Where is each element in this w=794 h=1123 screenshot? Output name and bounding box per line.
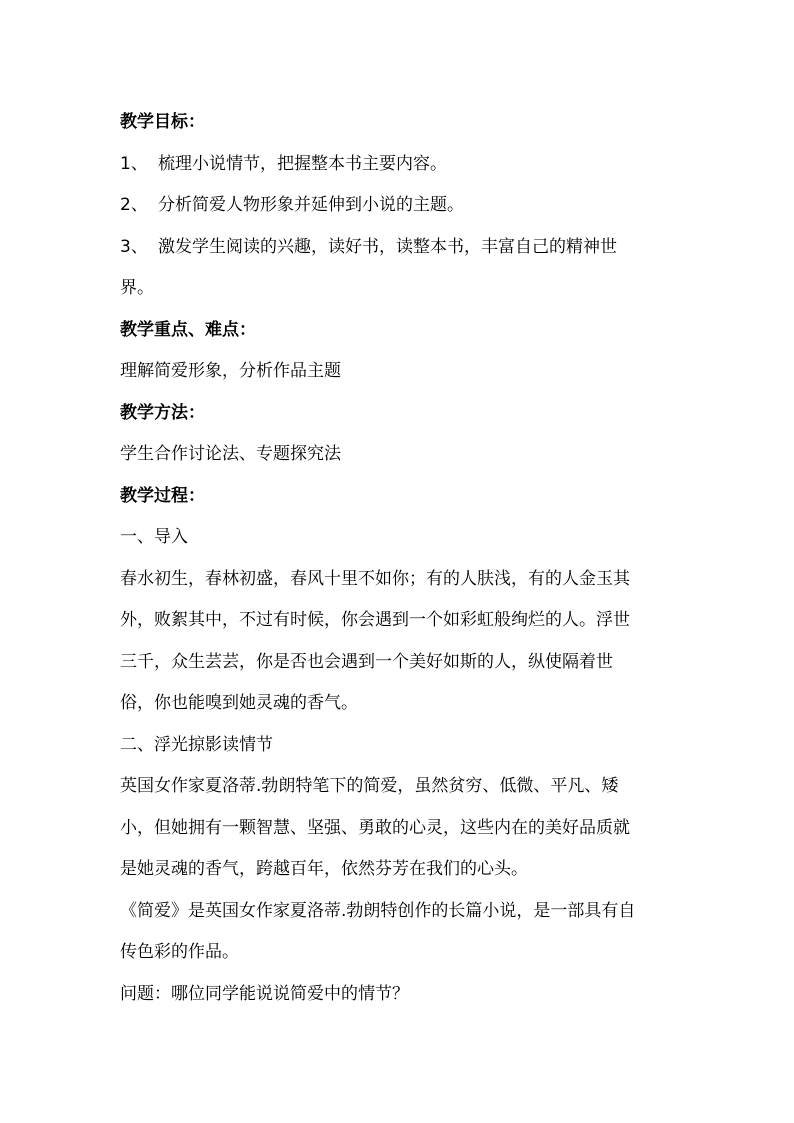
process-part2-line: 《简爱》是英国女作家夏洛蒂.勃朗特创作的长篇小说，是一部具有自 xyxy=(120,900,636,921)
process-part1-line: 春水初生，春林初盛，春风十里不如你；有的人肤浅，有的人金玉其 xyxy=(120,568,630,589)
goal-item-3 xyxy=(120,227,680,269)
process-part2-line: 传色彩的作品。 xyxy=(120,942,239,962)
key-points-heading: 教学重点、难点： xyxy=(120,319,256,340)
goal-item-text: 激发学生阅读的兴趣，读好书，读整本书，丰富自己的精神世 xyxy=(158,236,617,257)
process-part2-line: 英国女作家夏洛蒂.勃朗特笔下的简爱，虽然贫穷、低微、平凡、矮 xyxy=(120,776,619,796)
goal-item-number: 1、 xyxy=(120,153,148,174)
process-part2-question: 问题：哪位同学能说说简爱中的情节？ xyxy=(120,983,409,1004)
process-part2-line: 小，但她拥有一颗智慧、坚强、勇敢的心灵，这些内在的美好品质就 xyxy=(120,817,630,838)
process-part1-line: 三千，众生芸芸，你是否也会遇到一个美好如斯的人，纵使隔着世 xyxy=(120,651,613,672)
goal-item-3-continuation: 界。 xyxy=(120,278,154,298)
process-part1-line: 外，败絮其中，不过有时候，你会遇到一个如彩虹般绚烂的人。浮世 xyxy=(120,610,630,630)
methods-text: 学生合作讨论法、专题探究法 xyxy=(120,444,341,464)
goal-item-number: 3、 xyxy=(120,236,148,257)
goal-item-number: 2、 xyxy=(120,195,148,215)
process-part1-line: 俗，你也能嗅到她灵魂的香气。 xyxy=(120,693,358,713)
goal-item-text: 分析简爱人物形象并延伸到小说的主题。 xyxy=(158,195,464,215)
goal-item-text: 梳理小说情节，把握整本书主要内容。 xyxy=(158,153,447,174)
methods-heading: 教学方法： xyxy=(120,402,205,423)
key-points-text: 理解简爱形象，分析作品主题 xyxy=(120,361,341,381)
goal-item-2 xyxy=(120,185,680,227)
process-part2-line: 是她灵魂的香气，跨越百年，依然芬芳在我们的心头。 xyxy=(120,859,528,879)
process-part2-title: 二、浮光掠影读情节 xyxy=(120,734,273,755)
process-part1-title: 一、导入 xyxy=(120,527,188,547)
goal-item-1 xyxy=(120,144,680,186)
goals-heading: 教学目标： xyxy=(120,112,205,132)
document-body xyxy=(120,102,680,1015)
process-heading: 教学过程： xyxy=(120,485,205,506)
